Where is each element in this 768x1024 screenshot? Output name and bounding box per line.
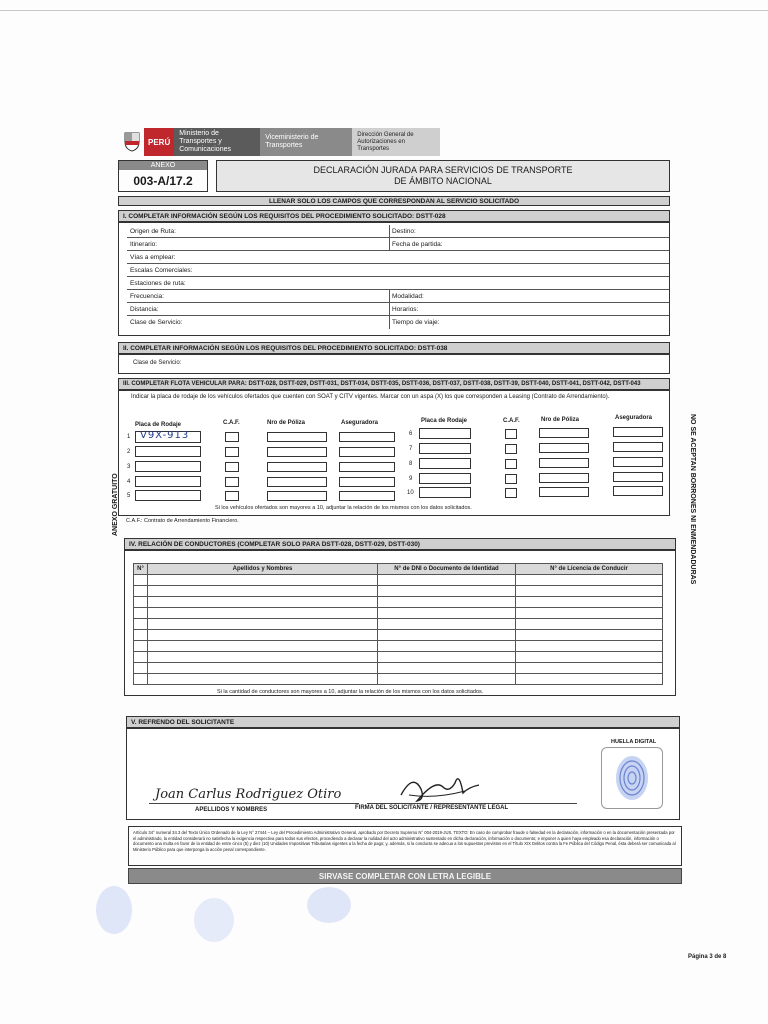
plate-input[interactable]	[419, 458, 471, 469]
poliza-input[interactable]	[539, 458, 589, 468]
row-itinerario	[127, 238, 669, 251]
row-num: 6	[409, 431, 413, 437]
origen-label: Origen de Ruta:	[130, 228, 176, 235]
divider	[389, 290, 390, 329]
table-row	[134, 663, 663, 674]
caf-checkbox[interactable]	[505, 459, 517, 469]
divider	[389, 225, 390, 237]
side-text-left: ANEXO GRATUITO	[112, 473, 119, 536]
form-title-line1: DECLARACIÓN JURADA PARA SERVICIOS DE TRANSPORTE	[313, 165, 573, 175]
plate-input-1[interactable]	[135, 431, 201, 443]
table-row	[134, 630, 663, 641]
escalas-label: Escalas Comerciales:	[130, 267, 193, 274]
table-row	[134, 641, 663, 652]
frecuencia-label: Frecuencia:	[130, 293, 164, 300]
tiempo-label: Tiempo de viaje:	[392, 319, 440, 326]
row-escalas	[127, 264, 669, 277]
table-row	[134, 575, 663, 586]
col-license: N° de Licencia de Conducir	[516, 564, 663, 575]
page-number: Página 3 de 8	[688, 954, 727, 960]
name-line	[149, 803, 359, 804]
poliza-input[interactable]	[539, 428, 589, 438]
table-row	[134, 586, 663, 597]
plate-input[interactable]	[419, 443, 471, 454]
row-num: 7	[409, 446, 413, 452]
estaciones-label: Estaciones de ruta:	[130, 280, 186, 287]
section4-body	[124, 550, 676, 696]
plate-input[interactable]	[419, 428, 471, 439]
side-text-right: NO SE ACEPTAN BORRONES NI ENMENDADURAS	[689, 414, 696, 585]
annex-label: ANEXO	[119, 161, 207, 170]
row-num: 10	[407, 490, 414, 496]
signature-caption: FIRMA DEL SOLICITANTE / REPRESENTANTE LEGAL	[355, 805, 509, 811]
col-caf-left: C.A.F.	[223, 420, 240, 426]
row-num: 9	[409, 476, 413, 482]
caf-checkbox[interactable]	[225, 462, 239, 472]
plate-handwritten: V9X-913	[140, 430, 190, 441]
col-name: Apellidos y Nombres	[148, 564, 378, 575]
modalidad-label: Modalidad:	[392, 293, 424, 300]
col-poliza-left: Nro de Póliza	[267, 420, 306, 426]
poliza-input[interactable]	[267, 477, 327, 487]
aseguradora-input[interactable]	[339, 462, 395, 472]
fingerprint-icon	[602, 748, 662, 808]
instruction-bar: LLENAR SOLO LOS CAMPOS QUE CORRESPONDAN AL SERVICIO SOLICITADO	[118, 196, 670, 206]
destino-label: Destino:	[392, 228, 416, 235]
row-frecuencia	[127, 290, 669, 303]
signer-name-handwritten: Joan Carlus Rodriguez Otiro	[155, 787, 342, 802]
clase-label: Clase de Servicio:	[130, 319, 183, 326]
peru-label: PERÚ	[144, 128, 174, 156]
plate-input[interactable]	[135, 476, 201, 487]
col-n: N°	[134, 564, 148, 575]
poliza-input[interactable]	[267, 447, 327, 457]
fingerprint-smudges-icon	[84, 880, 384, 950]
table-row	[134, 652, 663, 663]
table-row	[134, 608, 663, 619]
plate-input[interactable]	[135, 446, 201, 457]
form-title-line2: DE ÁMBITO NACIONAL	[394, 176, 492, 186]
distancia-label: Distancia:	[130, 306, 159, 313]
caf-checkbox[interactable]	[225, 447, 239, 457]
divider	[389, 238, 390, 250]
aseguradora-input[interactable]	[613, 427, 663, 437]
section2-clase-label: Clase de Servicio:	[133, 360, 182, 366]
col-placa-right: Placa de Rodaje	[421, 418, 468, 424]
caf-checkbox[interactable]	[225, 491, 239, 501]
coat-of-arms-icon	[120, 128, 144, 154]
caf-checkbox[interactable]	[505, 444, 517, 454]
plate-input[interactable]	[135, 461, 201, 472]
caf-checkbox[interactable]	[505, 488, 517, 498]
scan-edge-line	[0, 10, 768, 11]
plate-input[interactable]	[419, 487, 471, 498]
aseguradora-input[interactable]	[339, 432, 395, 442]
aseguradora-input[interactable]	[613, 457, 663, 467]
col-poliza-right: Nro de Póliza	[541, 417, 580, 423]
row-vias	[127, 251, 669, 264]
fingerprint-label: HUELLA DIGITAL	[611, 739, 657, 745]
section1-heading: I. COMPLETAR INFORMACIÓN SEGÚN LOS REQUISITOS DEL PROCEDIMIENTO SOLICITADO: DSTT-028	[118, 210, 670, 222]
direction-label: Dirección General de Autorizaciones en Transportes	[352, 128, 440, 156]
row-num: 8	[409, 461, 413, 467]
annex-box	[118, 160, 208, 192]
table-row	[134, 619, 663, 630]
section1-body	[118, 222, 670, 336]
row-num: 1	[127, 434, 131, 440]
poliza-input[interactable]	[267, 491, 327, 501]
col-placa-left: Placa de Rodaje	[135, 422, 182, 428]
poliza-input[interactable]	[267, 432, 327, 442]
aseguradora-input[interactable]	[339, 447, 395, 457]
section3-instruction: Indicar la placa de rodaje de los vehículos ofertados que cuenten con SOAT y CITV vigentes. Marcar con un aspa (X) los que corresponden a Leasing (Contrato de Arrendamiento).	[131, 394, 610, 400]
fingerprint-box	[601, 747, 663, 809]
section5-body	[126, 728, 680, 820]
row-num: 2	[127, 449, 131, 455]
col-aseg-right: Aseguradora	[615, 415, 653, 421]
section3-body	[118, 390, 670, 516]
row-estaciones	[127, 277, 669, 290]
vias-label: Vías a emplear:	[130, 254, 176, 261]
caf-note: C.A.F.: Contrato de Arrendamiento Financiero.	[126, 518, 239, 524]
aseguradora-input[interactable]	[613, 442, 663, 452]
caf-checkbox[interactable]	[225, 477, 239, 487]
poliza-input[interactable]	[539, 443, 589, 453]
ministry-header	[120, 128, 440, 156]
aseguradora-input[interactable]	[613, 472, 663, 482]
row-origen	[127, 225, 669, 238]
table-row	[134, 597, 663, 608]
poliza-input[interactable]	[539, 473, 589, 483]
col-caf-right: C.A.F.	[503, 418, 520, 424]
annex-code: 003-A/17.2	[133, 174, 193, 188]
legibility-notice: SIRVASE COMPLETAR CON LETRA LEGIBLE	[128, 868, 682, 884]
col-aseg-left: Aseguradora	[341, 420, 379, 426]
section2-body	[118, 354, 670, 374]
plate-input[interactable]	[135, 490, 201, 501]
row-num: 4	[127, 479, 131, 485]
row-num: 5	[127, 493, 131, 499]
row-distancia	[127, 303, 669, 316]
section5-heading: V. REFRENDO DEL SOLICITANTE	[126, 716, 680, 728]
itinerario-label: Itinerario:	[130, 241, 158, 248]
section2-heading: II. COMPLETAR INFORMACIÓN SEGÚN LOS REQUISITOS DEL PROCEDIMIENTO SOLICITADO: DSTT-038	[118, 342, 670, 354]
plate-input[interactable]	[419, 473, 471, 484]
poliza-input[interactable]	[267, 462, 327, 472]
ministry-label: Ministerio de Transportes y Comunicaciones	[174, 128, 260, 156]
horarios-label: Horarios:	[392, 306, 419, 313]
fecha-label: Fecha de partida:	[392, 241, 443, 248]
caf-checkbox[interactable]	[505, 429, 517, 439]
section3-note: Si los vehículos ofertados son mayores a 10, adjuntar la relación de los mismos con los datos solicitados.	[215, 505, 472, 511]
names-caption: APELLIDOS Y NOMBRES	[195, 807, 268, 813]
section4-heading: IV. RELACIÓN DE CONDUCTORES (COMPLETAR SOLO PARA DSTT-028, DSTT-029, DSTT-030)	[124, 538, 676, 550]
viceministry-label: Viceministerio de Transportes	[260, 128, 352, 156]
section4-note: Si la cantidad de conductores son mayores a 10, adjuntar la relación de los mismos con los datos solicitados.	[217, 689, 484, 695]
row-clase	[127, 316, 669, 329]
drivers-table	[133, 563, 663, 685]
row-num: 3	[127, 464, 131, 470]
form-title	[216, 160, 670, 192]
col-dni: N° de DNI o Documento de Identidad	[378, 564, 516, 575]
aseguradora-input[interactable]	[613, 486, 663, 496]
table-row	[134, 674, 663, 685]
aseguradora-input[interactable]	[339, 477, 395, 487]
aseguradora-input[interactable]	[339, 491, 395, 501]
section3-heading: III. COMPLETAR FLOTA VEHICULAR PARA: DSTT-028, DSTT-029, DSTT-031, DSTT-034, DSTT-035, DSTT-036, DSTT-037, DSTT-038, DSTT-39, DSTT-040, DSTT-041, DSTT-042, DSTT-043	[118, 378, 670, 390]
poliza-input[interactable]	[539, 487, 589, 497]
caf-checkbox[interactable]	[505, 474, 517, 484]
drivers-header-row	[134, 564, 663, 575]
signature-icon	[395, 765, 485, 809]
legal-text: Artículo 34° numeral 34.3 del Texto Único Ordenado de la Ley N° 27444 – Ley del Procedimiento Administrativo General, aprobado por Decreto Supremo N° 004-2019-JUS. TEXTO: En caso de comprobar fraude o falsedad en la declaración, información o en la documentación presentada por el administrado, la entidad considerará no satisfecha la exigencia respectiva para todos sus efectos, procediendo a declarar la nulidad del acto administrativo sustentado en dicha declaración, información o documento; e imponer a quien haya empleado esa declaración, información o documento una multa en favor de la entidad de entre cinco (5) y diez (10) Unidades Impositivas Tributarias vigentes a la fecha de pago; y, además, si la conducta se adecua a los supuestos previstos en el Título XIX Delitos contra la Fe Pública del Código Penal, ésta deberá ser comunicada al Ministerio Público para que interponga la acción penal correspondiente.	[128, 826, 682, 866]
caf-checkbox[interactable]	[225, 432, 239, 442]
